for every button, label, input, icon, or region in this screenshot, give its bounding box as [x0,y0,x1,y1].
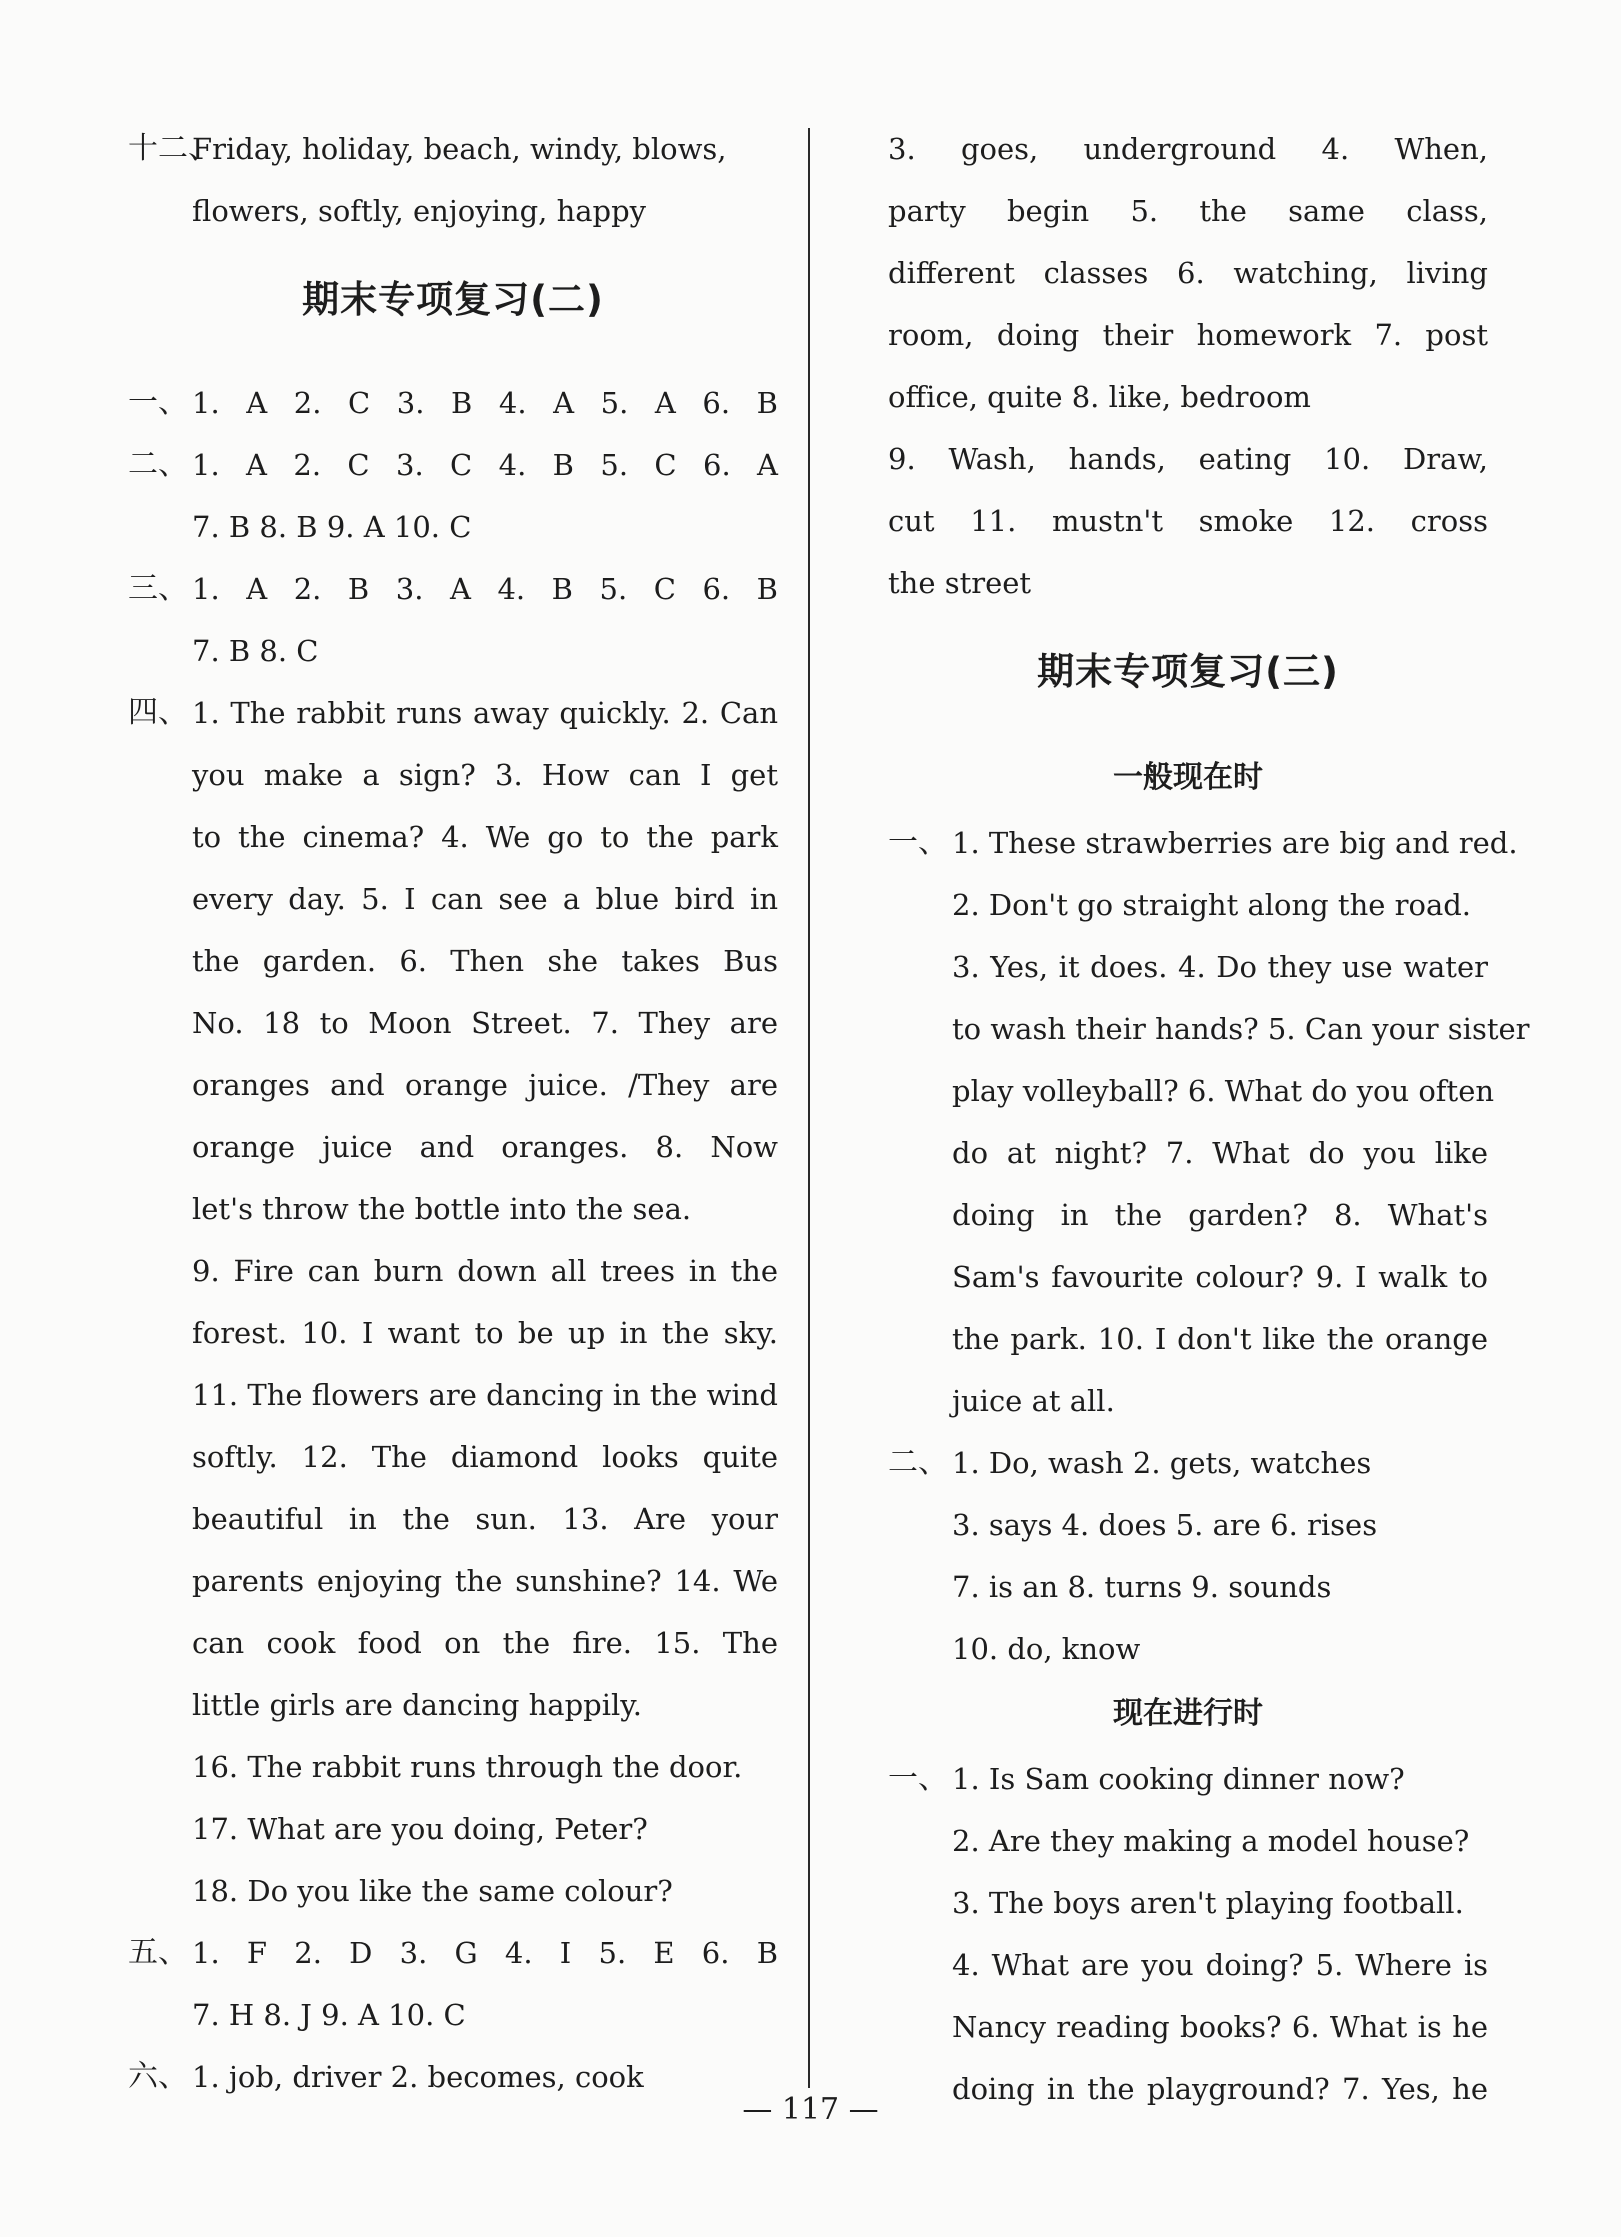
answer-line: 11. The flowers are dancing in the wind [192,1378,778,1412]
answer-text: 1. The rabbit runs away quickly. 2. Can [192,696,778,730]
subsection-heading: 现在进行时 [1113,1696,1263,1731]
exercise-row [128,682,778,744]
answer-line: doing in the garden? 8. What's [952,1198,1488,1232]
answer-line: 3. Yes, it does. 4. Do they use water [952,950,1488,984]
exercise-row [888,1432,1488,1494]
answer-line: 4. What are you doing? 5. Where is [952,1948,1488,1982]
answer-line: oranges and orange juice. /They are [192,1068,778,1102]
answer-line: do at night? 7. What do you like [952,1136,1488,1170]
exercise-row [888,812,1518,874]
answer-line: you make a sign? 3. How can I get [192,758,778,792]
answer-line: No. 18 to Moon Street. 7. They are [192,1006,778,1040]
answer-text: 1. A 2. C 3. C 4. B 5. C 6. A [192,448,778,482]
exercise-number: 四、 [128,695,188,730]
answer-line: to wash their hands? 5. Can your sister [952,1012,1530,1046]
answer-line: softly. 12. The diamond looks quite [192,1440,778,1474]
answer-line: the garden. 6. Then she takes Bus [192,944,778,978]
answer-line: orange juice and oranges. 8. Now [192,1130,778,1164]
answer-line: play volleyball? 6. What do you often [952,1074,1495,1108]
answer-text: 1. A 2. C 3. B 4. A 5. A 6. B [192,386,778,420]
answer-line: 7. is an 8. turns 9. sounds [952,1570,1332,1604]
page-number: — 117 — [742,2092,879,2127]
exercise-number: 十二、 [128,131,218,166]
answer-text: 1. Is Sam cooking dinner now? [952,1762,1405,1796]
answer-line: can cook food on the fire. 15. The [192,1626,778,1660]
answer-text: Friday, holiday, beach, windy, blows, [192,132,727,166]
answer-line: 3. goes, underground 4. When, [888,132,1488,166]
answer-line: Sam's favourite colour? 9. I walk to [952,1260,1488,1294]
exercise-row [128,558,778,620]
answer-line: room, doing their homework 7. post [888,318,1488,352]
answer-text: 1. F 2. D 3. G 4. I 5. E 6. B [192,1936,778,1970]
answer-line: the street [888,566,1032,600]
answer-line: 2. Don't go straight along the road. [952,888,1472,922]
right-column [888,118,1530,2120]
exercise-row [128,434,778,496]
answer-line: 9. Fire can burn down all trees in the [192,1254,778,1288]
answer-line: 3. The boys aren't playing football. [952,1886,1464,1920]
column-divider [808,128,810,2088]
exercise-number: 五、 [128,1935,188,1970]
answer-line: different classes 6. watching, living [888,256,1488,290]
answer-line: 7. H 8. J 9. A 10. C [192,1998,466,2032]
answer-line: let's throw the bottle into the sea. [192,1192,692,1226]
answer-line: 10. do, know [952,1632,1141,1666]
answer-line: 9. Wash, hands, eating 10. Draw, [888,442,1488,476]
exercise-row [128,1922,778,1984]
exercise-number: 二、 [888,1445,948,1480]
exercise-row [888,1748,1488,1810]
answer-line: 18. Do you like the same colour? [192,1874,673,1908]
answer-line: 2. Are they making a model house? [952,1824,1470,1858]
exercise-number: 六、 [128,2059,188,2094]
answer-line: juice at all. [952,1384,1115,1418]
answer-text: 1. job, driver 2. becomes, cook [192,2060,644,2094]
answer-line: party begin 5. the same class, [888,194,1488,228]
answer-text: 1. A 2. B 3. A 4. B 5. C 6. B [192,572,778,606]
exercise-number: 三、 [128,571,188,606]
exercise-number: 一、 [888,825,948,860]
answer-line: the park. 10. I don't like the orange [952,1322,1488,1356]
subsection-heading: 一般现在时 [1113,760,1263,795]
answer-line: 17. What are you doing, Peter? [192,1812,648,1846]
answer-line: parents enjoying the sunshine? 14. We [192,1564,778,1598]
answer-line: to the cinema? 4. We go to the park [192,820,778,854]
section-heading: 期末专项复习(二) [302,278,604,321]
answer-line: forest. 10. I want to be up in the sky. [192,1316,778,1350]
left-column [128,118,778,2108]
answer-text: 1. These strawberries are big and red. [952,826,1518,860]
exercise-row [128,372,778,434]
answer-line: 3. says 4. does 5. are 6. rises [952,1508,1378,1542]
exercise-number: 二、 [128,447,188,482]
section-heading: 期末专项复习(三) [1037,650,1339,693]
answer-line: office, quite 8. like, bedroom [888,380,1311,414]
answer-line: cut 11. mustn't smoke 12. cross [888,504,1488,538]
answer-line: 7. B 8. B 9. A 10. C [192,510,472,544]
exercise-number: 一、 [888,1761,948,1796]
answer-line: beautiful in the sun. 13. Are your [192,1502,778,1536]
exercise-number: 一、 [128,385,188,420]
answer-line: flowers, softly, enjoying, happy [192,194,647,228]
answer-line: Nancy reading books? 6. What is he [952,2010,1488,2044]
answer-line: 7. B 8. C [192,634,319,668]
answer-text: 1. Do, wash 2. gets, watches [952,1446,1372,1480]
exercise-row [128,118,778,180]
answer-line: every day. 5. I can see a blue bird in [192,882,778,916]
answer-line: little girls are dancing happily. [192,1688,643,1722]
answer-line: doing in the playground? 7. Yes, he [952,2072,1488,2106]
answer-line: 16. The rabbit runs through the door. [192,1750,743,1784]
